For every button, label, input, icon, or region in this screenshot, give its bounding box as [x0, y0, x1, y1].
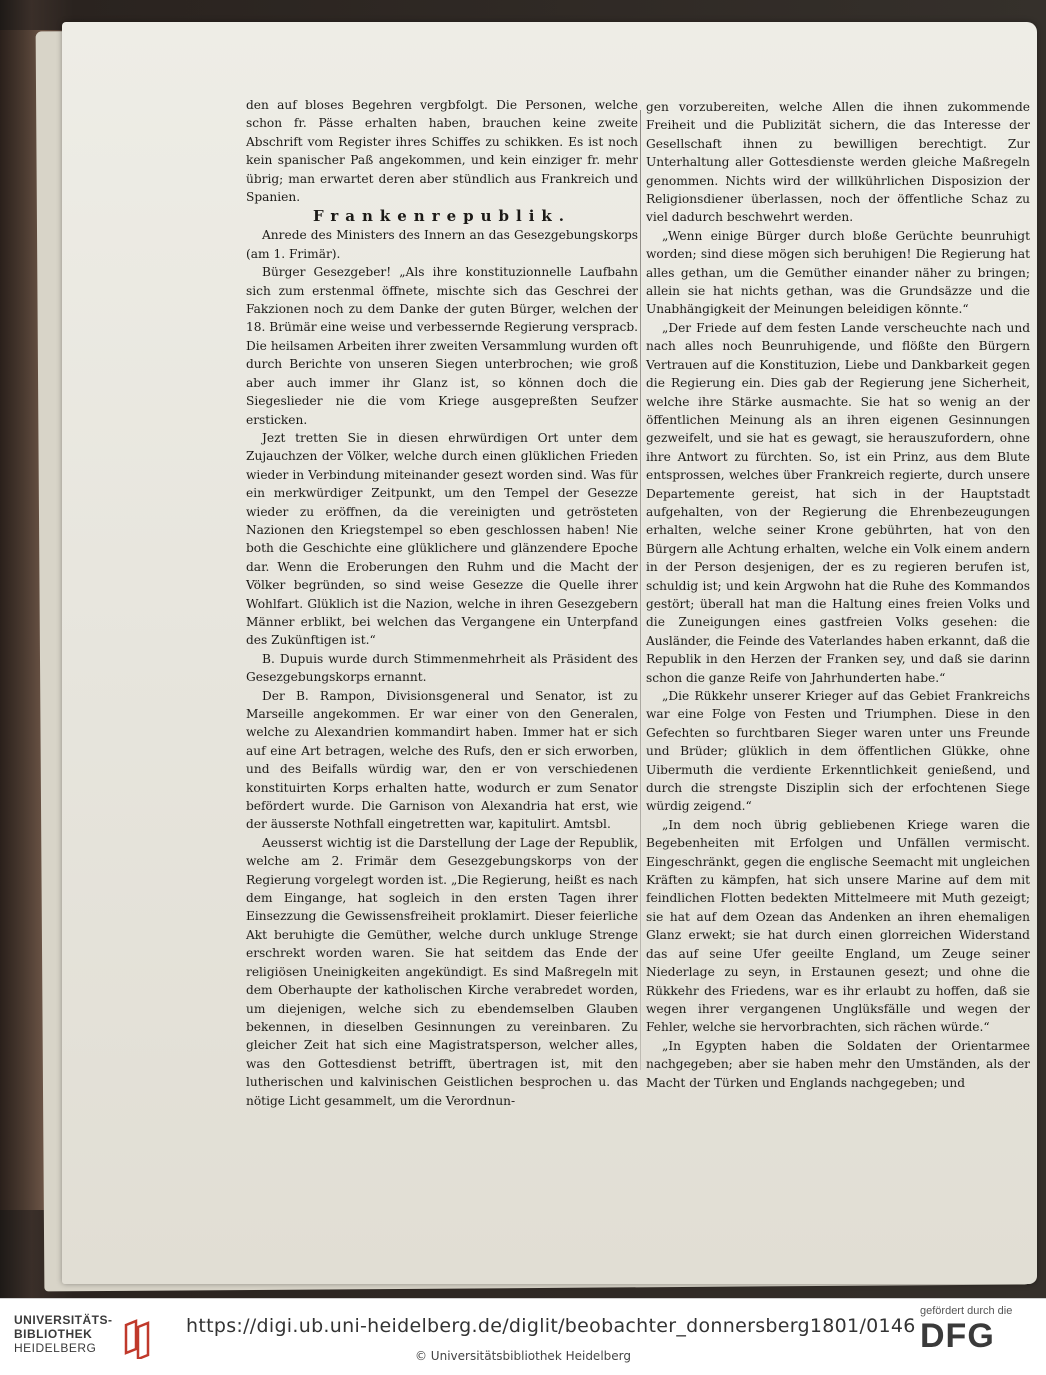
library-name-line1: UNIVERSITÄTS- — [14, 1313, 113, 1327]
viewer-footer — [0, 1298, 1046, 1375]
paragraph: „In Egypten haben die Soldaten der Orientarmee nachgegeben; aber sie haben mehr den Umständen, als der Macht der Türken und Englands nachgegeben; und — [646, 1038, 1030, 1090]
funder-caption: gefördert durch die — [920, 1305, 1013, 1317]
paragraph: B. Dupuis wurde durch Stimmenmehrheit als Präsident des Gesezgebungskorps ernannt. — [246, 651, 638, 685]
paragraph: Jezt tretten Sie in diesen ehrwürdigen Ort unter dem Zujauchzen der Völker, welche durch einen glüklichen Frieden wieder in Verbindung miteinander gesezt worden sind. Was für ein merkwürdiger Zeitpunkt, um den Tempel der Gesezze wieder zu eröffnen, da die vereinigten und getrösteten Nazionen den Kriegstempel so eben geschlossen haben! Nie both die Geschichte eine glüklichere und glänzendere Epoche dar. Wenn die Eroberungen den Ruhm und die Macht der Völker begründen, so sind weise Gesezze die Quelle ihrer Wohlfart. Glüklich ist die Nazion, welche in ihren Gesezgebern Männer erblikt, bei welchen das Vergangene ein Unterpfand des Zukünftigen ist.“ — [246, 430, 638, 648]
right-column — [646, 98, 1030, 1092]
section-heading: Frankenrepublik. — [312, 207, 572, 226]
permalink-url[interactable]: https://digi.ub.uni-heidelberg.de/diglit/beobachter_donnersberg1801/0146 — [186, 1315, 916, 1337]
paragraph: „Die Rükkehr unserer Krieger auf das Gebiet Frankreichs war eine Folge von Festen und Triumphen. Diese in den Gefechten so furchtbaren Sieger waren unter uns Freunde und Brüder; glüklich in dem öffentlichen Glükke, ohne Uibermuth die verdiente Erkenntlichkeit genießend, und durch die strengste Disziplin sich der erfochtenen Siege würdig zeigend.“ — [646, 689, 1030, 814]
left-column — [246, 96, 638, 1110]
funder-name: DFG — [920, 1317, 995, 1355]
library-name-line2: BIBLIOTHEK — [14, 1327, 93, 1341]
copyright-notice: © Universitätsbibliothek Heidelberg — [414, 1349, 631, 1363]
paragraph: Der B. Rampon, Divisionsgeneral und Senator, ist zu Marseille angekommen. Er war einer von den Generalen, welche zu Alexandrien kommandirt haben. Immer hat er sich auf eine Art betragen, welche des Rufs, den er sich erworben, und des Beifalls würdig war, den er von verschiedenen konstituirten Korps erhalten hatte, wodurch er zum Senator befördert wurde. Die Garnison von Alexandria hat erst, wie der äusserste Nothfall eingetretten war, kapitulirt. Amtsbl. — [246, 688, 638, 832]
paragraph: gen vorzubereiten, welche Allen die ihnen zukommende Freiheit und die Publizität sichern, die das Interesse der Gesellschaft ihnen zu bewilligen berechtigt. Zur Unterhaltung aller Gottesdienste werden gleiche Maßregeln genommen. Nichts wird der willkührlichen Disposizion der Religionsdiener überlassen, noch der öffentliche Schaz zu viel dadurch beschwehrt werden. — [646, 100, 1030, 225]
column-divider — [640, 110, 641, 1070]
paragraph: Anrede des Ministers des Innern an das Gesezgebungskorps (am 1. Frimär). — [246, 228, 638, 261]
paragraph: „Der Friede auf dem festen Lande verscheuchte nach und nach alles noch Beunruhigende, und flößte den Bürgern Vertrauen auf die Konstituzion, Liebe und Dankbarkeit gegen die Regierung ein. Dies gab der Regierung jene Sicherheit, welche ihre Stärke ausmachte. Sie hat so wenig an der öffentlichen Meinung als an ihren eigenen Gesinnungen gezweifelt, und sie hat es gewagt, sie herauszufordern, ohne ihre Antwort zu fürchten. So, ist ein Prinz, aus dem Blute entsprossen, welches über Frankreich regierte, durch unsere Departemente gereist, hat sich in der Hauptstadt aufgehalten, von der Regierung die Ehrenbezeugungen erhalten, welche seiner Krone gebührten, hat von den Bürgern alle Achtung erhalten, welche ein Volk einem andern in der Person desjenigen, der es zu regieren berufen ist, schuldig ist; und kein Argwohn hat die Ruhe des Kommandos gestört; überall hat man die Haltung eines freien Volks und die Zuneigungen eines gastfreien Volks gesehen: die Ausländer, die Feinde des Vaterlandes haben erkannt, daß die Republik in den Herzen der Franken sey, und daß sie darinn schon die ganze Reife von Jahrhunderten habe.“ — [646, 320, 1030, 685]
paragraph-intro: den auf bloses Begehren vergbfolgt. Die Personen, welche schon fr. Pässe erhalten haben, brauchen keine zweite Abschrift vom Register ihres Schiffes zu schikken. Es ist noch kein spanischer Paß angekommen, und kein einziger fr. mehr übrig; man erwartet deren aber stündlich aus Frankreich und Spanien. — [246, 98, 638, 205]
paragraph: „Wenn einige Bürger durch bloße Gerüchte beunruhigt worden; sind diese mögen sich beruhigen! Die Regierung hat alles gethan, um die Gemüther einander näher zu bringen; allein sie hat nichts gethan, was die Grundsäzze und die Unabhängigkeit der Meinungen beleidigen könnte.“ — [646, 228, 1030, 317]
paragraph: Bürger Gesezgeber! „Als ihre konstituzionnelle Laufbahn sich zum erstenmal öffnete, mischte sich das Geschrei der Fakzionen noch zu dem Danke der guten Bürger, welchen der 18. Brümär eine weise und verbessernde Regierung verspracb. Die heilsamen Arbeiten ihrer zweiten Versammlung wurden oft durch Berichte von unseren Siegen unterbrochen; wie groß aber auch immer ihr Glanz ist, so können doch die Siegeslieder nie die vom Kriege ausgepreßten Seufzer ersticken. — [246, 265, 639, 427]
paragraph: Aeusserst wichtig ist die Darstellung der Lage der Republik, welche am 2. Frimär dem Gesezgebungskorps von der Regierung vorgelegt worden ist. „Die Regierung, heißt es nach dem Eingange, hat sogleich in den ersten Tagen ihrer Einsezzung die Gewissensfreiheit proklamirt. Dieser feierliche Akt beruhigte die Gemüther, welche durch unkluge Strenge erschrekt worden waren. Sie hat seitdem das Ende der religiösen Uneinigkeiten angekündigt. Es sind Maßregeln mit dem Oberhaupte der katholischen Kirche verabredet worden, um diejenigen, welche sich zu ebendemselben Glauben bekennen, in dieselben Gesinnungen zu vereinbaren. Zu gleicher Zeit hat sich eine Magistratsperson, welcher alles, was den Gottesdienst betrifft, übertragen ist, mit den lutherischen und kalvinischen Geistlichen besprochen u. das nötige Licht gesammelt, um die Verordnun- — [246, 835, 638, 1108]
funder-logo[interactable] — [920, 1305, 1030, 1354]
paragraph: „In dem noch übrig gebliebenen Kriege waren die Begebenheiten mit Erfolgen und Unfällen vermischt. Eingeschränkt, gegen die englische Seemacht mit ungleichen Kräften zu kämpfen, hat sich unsere Marine auf dem mit feindlichen Flotten bedekten Mittelmeere mit Muth gezeigt; sie hat auf dem Ozean das Andenken an ihren ehemaligen Glanz erwekt; sie hat durch einen glorreichen Widerstand das auf seine Ufer geeilte England, um Zeuge seiner Niederlage zu seyn, in Erstaunen gesezt; und ohne die Rükkehr des Friedens, war es ihr erlaubt zu hoffen, daß sie wegen ihrer vergangenen Unglüksfälle und wegen der Fehler, welche sie hervorbrachten, sich rächen würde.“ — [646, 817, 1030, 1035]
library-name-line3: HEIDELBERG — [14, 1341, 97, 1355]
